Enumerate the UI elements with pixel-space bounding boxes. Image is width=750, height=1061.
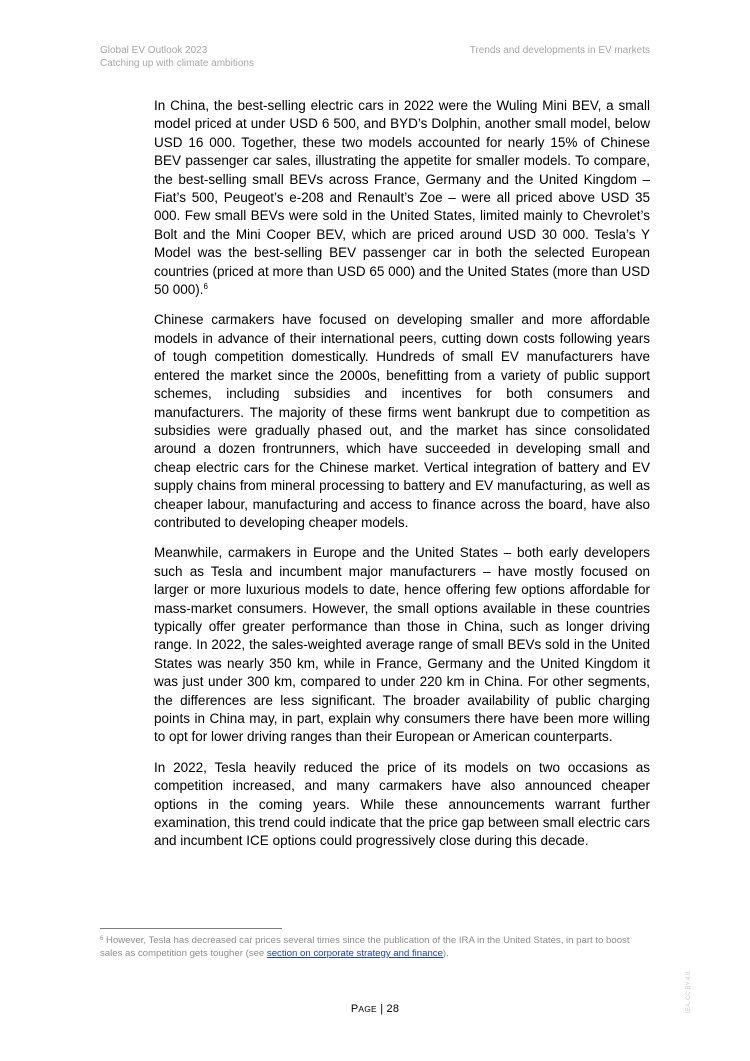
footnote-text-before: However, Tesla has decreased car prices several times since the publication of the IRA in the United States, in part to boost sales as competition gets tougher (see	[100, 935, 630, 959]
paragraph-1	[154, 97, 650, 299]
paragraph-4: In 2022, Tesla heavily reduced the price of its models on two occasions as competition increased, and many carmakers have also announced cheaper options in the coming years. While these announcements warrant further examination, this trend could indicate that the price gap between small electric cars and incumbent ICE options could progressively close during this decade.	[154, 759, 651, 849]
body-text	[154, 97, 650, 863]
page-number: PAGE | 28	[350, 1003, 400, 1015]
footnote-number: 6	[100, 936, 104, 942]
paragraph-1-text: In China, the best-selling electric cars in 2022 were the Wuling Mini BEV, a small model priced at under USD 6 500, and BYD’s Dolphin, another small model, below USD 16 000. Together, these two models accounted for nearly 15% of Chinese BEV passenger car sales, illustrating the appetite for smaller models. To compare, the best-selling small BEVs across France, Germany and the United Kingdom – Fiat’s 500, Peugeot’s e-208 and Renault’s Zoe – were all priced above USD 35 000. Few small BEVs were sold in the United States, limited mainly to Chevrolet’s Bolt and the Mini Cooper BEV, which are priced around USD 30 000. Tesla’s Y Model was the best-selling BEV passenger car in both the selected European countries (priced at more than USD 65 000) and the United States (more than USD 50 000).	[154, 98, 650, 298]
report-title: Global EV Outlook 2023	[100, 45, 208, 56]
footnote-reference[interactable]: 6	[203, 282, 208, 292]
footnote-link[interactable]: section on corporate strategy and finance	[266, 948, 443, 959]
footnote-text-after: ).	[442, 948, 449, 959]
running-header-left	[100, 44, 254, 70]
footnote-divider	[100, 928, 282, 929]
paragraph-3: Meanwhile, carmakers in Europe and the United States – both early developers such as Tesla and incumbent major manufacturers – have mostly focused on larger or more luxurious models to date, hence offering few options affordable for mass-market consumers. However, the small options available in these countries typically offer greater performance than those in China, such as longer driving range. In 2022, the sales-weighted average range of small BEVs sold in the United States was nearly 350 km, while in France, Germany and the United Kingdom it was just under 300 km, compared to under 220 km in China. For other segments, the differences are less significant. The broader availability of public charging points in China may, in part, explain why consumers there have been more willing to opt for lower driving ranges than their European or American counterparts.	[154, 545, 650, 745]
running-header-right: Trends and developments in EV markets	[469, 45, 650, 56]
license-watermark: IEA. CC BY 4.0.	[686, 970, 692, 1013]
footnote	[100, 934, 652, 960]
report-subtitle: Catching up with climate ambitions	[100, 58, 254, 69]
page-number-value: 28	[386, 1003, 400, 1015]
paragraph-2: Chinese carmakers have focused on developing smaller and more affordable models in advance of their international peers, cutting down costs following years of tough competition domestically. Hundreds of small EV manufacturers have entered the market since the 2000s, benefitting from a variety of public support schemes, including subsidies and incentives for both consumers and manufacturers. The majority of these firms went bankrupt due to competition as subsidies were gradually phased out, and the market has since consolidated around a dozen frontrunners, which have succeeded in developing small and cheap electric cars for the Chinese market. Vertical integration of battery and EV supply chains from mineral processing to battery and EV manufacturing, as well as cheaper labour, manufacturing and access to finance across the board, have also contributed to developing cheaper models.	[154, 312, 650, 530]
